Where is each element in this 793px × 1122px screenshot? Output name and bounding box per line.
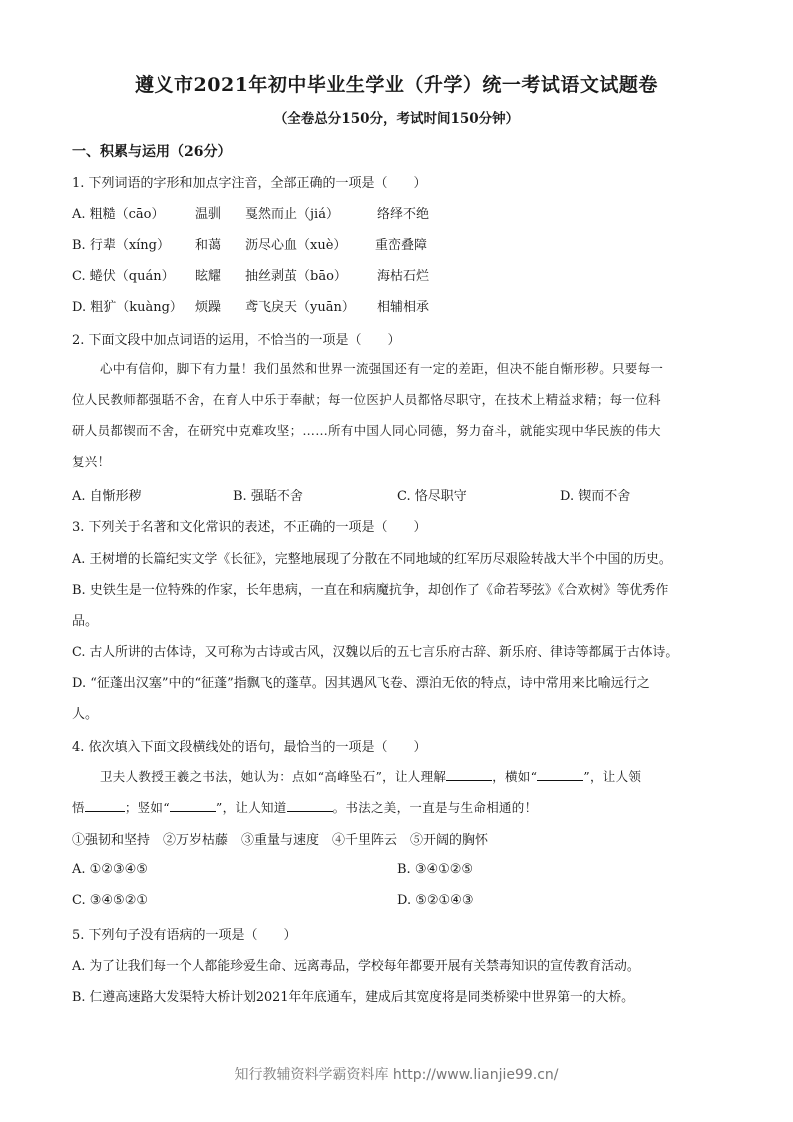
answer-blank (287, 799, 333, 812)
exam-info: （全卷总分150分，考试时间150分钟） (273, 111, 520, 127)
q1-d-col2: 烦躁 (195, 300, 222, 315)
q4-passage-line-1 (100, 767, 641, 785)
footer-watermark: 知行教辅资料学霸资料库 http://www.lianjie99.cn/ (234, 1067, 559, 1083)
answer-blank (170, 799, 216, 812)
q3-option-b-cont: 品。 (72, 614, 99, 629)
q1-c-col3: 抽丝剥茧（bāo） (245, 269, 347, 284)
q5-stem: 5. 下列句子没有语病的一项是（ ） (72, 928, 297, 943)
q4-text: ”，让人知道 (215, 800, 287, 815)
answer-blank (537, 768, 583, 781)
page-title: 遵义市2021年初中毕业生学业（升学）统一考试语文试题卷 (135, 74, 658, 96)
q3-stem: 3. 下列关于名著和文化常识的表述，不正确的一项是（ ） (72, 520, 427, 535)
q4-option-d: D. ⑤②①④③ (397, 893, 474, 908)
q4-stem: 4. 依次填入下面文段横线处的语句，最恰当的一项是（ ） (72, 740, 427, 755)
q4-text: ”，让人领 (583, 769, 642, 784)
q2-passage-line: 复兴！ (72, 454, 111, 469)
q2-option-a: A. 自惭形秽 (72, 489, 142, 504)
q3-option-b: B. 史铁生是一位特殊的作家，长年患病，一直在和病魔抗争，却创作了《命若琴弦》《合欢树》等优秀作 (72, 583, 669, 598)
q2-passage-line: 研人员都锲而不舍，在研究中克难攻坚；……所有中国人同心同德，努力奋斗，就能实现中华民族的伟大 (72, 423, 661, 438)
q2-option-c: C. 恪尽职守 (397, 489, 467, 504)
q2-option-b: B. 强聒不舍 (233, 489, 303, 504)
q1-c-col1: C. 蜷伏（quán） (72, 269, 175, 284)
q1-a-col2: 温驯 (195, 207, 222, 222)
q1-a-col1: A. 粗糙（cāo） (72, 207, 165, 222)
answer-blank (446, 768, 492, 781)
q4-passage-line-2 (72, 798, 537, 816)
q3-option-a: A. 王树增的长篇纪实文学《长征》，完整地展现了分散在不同地域的红军历尽艰险转战大半个中国的历史。 (72, 552, 672, 567)
q4-text: 。书法之美，一直是与生命相通的！ (332, 800, 538, 815)
q1-d-col4: 相辅相承 (377, 300, 430, 315)
q1-a-col3: 戛然而止（jiá） (245, 207, 339, 222)
q1-c-col4: 海枯石烂 (377, 269, 430, 284)
q1-stem: 1. 下列词语的字形和加点字注音，全部正确的一项是（ ） (72, 176, 427, 191)
q5-option-a: A. 为了让我们每一个人都能珍爱生命、远离毒品，学校每年都要开展有关禁毒知识的宣传教育活动。 (72, 959, 640, 974)
q3-option-c: C. 古人所讲的古体诗，又可称为古诗或古风，汉魏以后的五七言乐府古辞、新乐府、律诗等都属于古体诗。 (72, 645, 679, 660)
q2-passage-line: 位人民教师都强聒不舍，在育人中乐于奉献；每一位医护人员都恪尽职守，在技术上精益求精；每一位科 (72, 392, 661, 407)
q1-d-col3: 鸢飞戾天（yuān） (245, 300, 355, 315)
q1-c-col2: 眩耀 (195, 269, 222, 284)
q2-passage-line: 心中有信仰，脚下有力量！我们虽然和世界一流强国还有一定的差距，但决不能自惭形秽。只要每一 (100, 361, 664, 376)
q4-text: ；竖如“ (124, 800, 170, 815)
q1-b-col4: 重峦叠障 (375, 238, 428, 253)
q4-text: 悟 (72, 800, 85, 815)
q4-choices: ①强韧和坚持 ②万岁枯藤 ③重量与速度 ④千里阵云 ⑤开阔的胸怀 (72, 833, 489, 848)
section-heading: 一、积累与运用（26分） (72, 144, 232, 160)
q2-option-d: D. 锲而不舍 (560, 489, 631, 504)
q2-stem: 2. 下面文段中加点词语的运用，不恰当的一项是（ ） (72, 333, 401, 348)
q4-text: 卫夫人教授王羲之书法，她认为：点如“高峰坠石”，让人理解 (100, 769, 447, 784)
q1-b-col2: 和蔼 (195, 238, 222, 253)
answer-blank (85, 799, 125, 812)
q4-option-a: A. ①②③④⑤ (72, 862, 148, 877)
q3-option-d: D. “征蓬出汉塞”中的“征蓬”指飘飞的蓬草。因其遇风飞卷、漂泊无依的特点，诗中常用来比喻远行之 (72, 676, 650, 691)
q4-option-c: C. ③④⑤②① (72, 893, 149, 908)
q1-b-col1: B. 行辈（xíng） (72, 238, 171, 253)
q1-d-col1: D. 粗犷（kuàng） (72, 300, 183, 315)
q3-option-d-cont: 人。 (72, 707, 99, 722)
q4-option-b: B. ③④①②⑤ (397, 862, 474, 877)
q1-b-col3: 沥尽心血（xuè） (245, 238, 347, 253)
q5-option-b: B. 仁遵高速路大发渠特大桥计划2021年年底通车，建成后其宽度将是同类桥梁中世界第一的大桥。 (72, 990, 634, 1005)
q4-text: ，横如“ (492, 769, 538, 784)
q1-a-col4: 络绎不绝 (377, 207, 430, 222)
